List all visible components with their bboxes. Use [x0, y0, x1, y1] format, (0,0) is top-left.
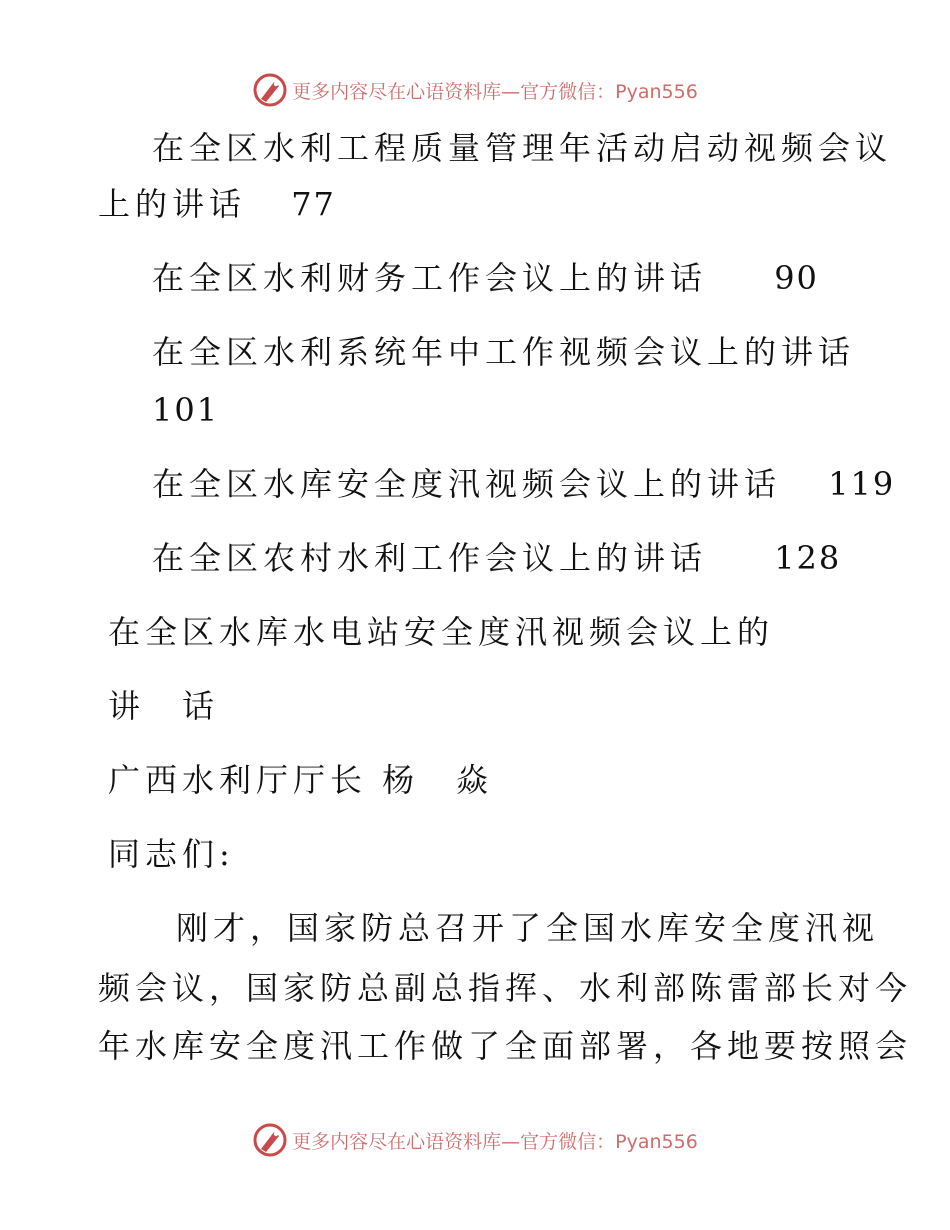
toc-entry-2: [152, 258, 819, 298]
article-body-line-2: 频会议，国家防总副总指挥、水利部陈雷部长对今: [98, 969, 913, 1007]
toc-entry-4-page: 119: [828, 465, 896, 503]
article-body-line-3: 年水库安全度汛工作做了全面部署，各地要按照会: [98, 1027, 913, 1065]
toc-entry-2-title: 在全区水利财务工作会议上的讲话: [152, 259, 708, 297]
toc-entry-4-title: 在全区水库安全度汛视频会议上的讲话: [152, 465, 782, 503]
toc-entry-3-page: 101: [152, 391, 220, 429]
toc-entry-2-page: 90: [774, 259, 819, 297]
watermark-footer: [0, 1120, 950, 1160]
article-salutation: 同志们:: [108, 835, 235, 873]
toc-entry-1-title-end: 上的讲话: [98, 185, 247, 223]
article-author: 广西水利厅厅长 杨 焱: [108, 761, 494, 799]
pen-logo-icon: [252, 72, 288, 108]
article-body-line-1: 刚才，国家防总召开了全国水库安全度汛视: [176, 909, 880, 947]
article-title-line2: 讲 话: [108, 687, 220, 725]
watermark-text: 更多内容尽在心语资料库—官方微信：Pyan556: [292, 1130, 698, 1153]
toc-entry-1-title-line2: [98, 184, 336, 224]
watermark-header: [0, 70, 950, 110]
toc-entry-4: [152, 464, 895, 504]
toc-entry-5-title: 在全区农村水利工作会议上的讲话: [152, 539, 708, 577]
toc-entry-1-page: 77: [291, 185, 336, 223]
toc-entry-3-title: 在全区水利系统年中工作视频会议上的讲话: [152, 333, 856, 371]
toc-entry-5-page: 128: [774, 539, 842, 577]
toc-entry-1-title-line1: 在全区水利工程质量管理年活动启动视频会议: [152, 129, 893, 167]
watermark-text: 更多内容尽在心语资料库—官方微信：Pyan556: [292, 80, 698, 103]
pen-logo-icon: [252, 1122, 288, 1158]
toc-entry-5: [152, 538, 841, 578]
article-title-line1: 在全区水库水电站安全度汛视频会议上的: [108, 613, 775, 651]
